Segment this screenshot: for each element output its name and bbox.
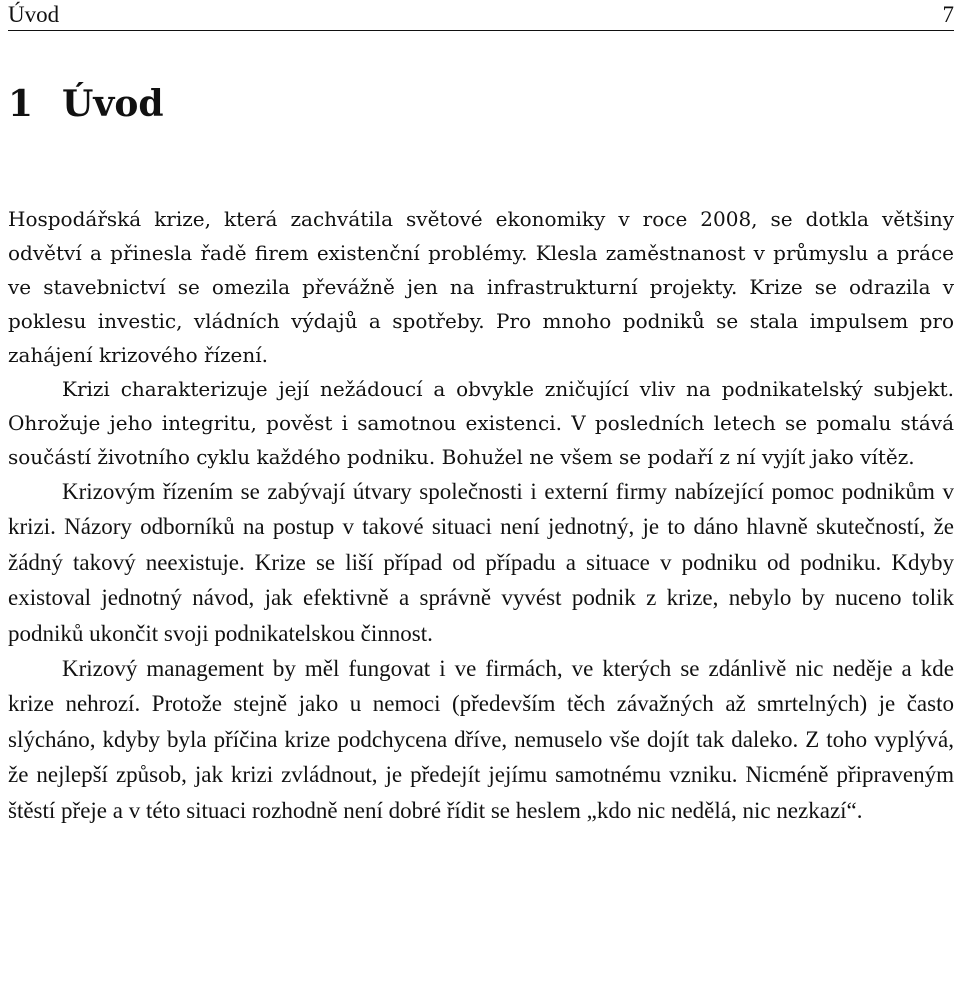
- chapter-number: 1: [8, 83, 34, 125]
- running-head-title: Úvod: [8, 2, 60, 27]
- body-text: [8, 202, 954, 828]
- paragraph-3: Krizovým řízením se zabývají útvary společnosti i externí firmy nabízející pomoc podnikům v krizi. Názory odborníků na postup v takové situaci není jednotný, je to dáno hlavně skutečností, že žádný takový neexistuje. Krize se liší případ od případu a situace v podniku od podniku. Kdyby existoval jednotný návod, jak efektivně a správně vyvést podnik z krize, nebylo by nuceno tolik podniků ukončit svoji podnikatelskou činnost.: [8, 479, 954, 646]
- paragraph-2: Krizi charakterizuje její nežádoucí a obvykle zničující vliv na podnikatelský subjekt. Ohrožuje jeho integritu, pověst i samotnou existenci. V posledních letech se pomalu stává součástí životního cyklu každého podniku. Bohužel ne všem se podaří z ní vyjít jako vítěz.: [8, 377, 954, 469]
- chapter-title: Úvod: [62, 83, 164, 125]
- paragraph-4: Krizový management by měl fungovat i ve firmách, ve kterých se zdánlivě nic neděje a kde krize nehrozí. Protože stejně jako u nemoci (především těch závažných až smrtelných) je často slýcháno, kdyby byla příčina krize podchycena dříve, nemuselo vše dojít tak daleko. Z toho vyplývá, že nejlepší způsob, jak krizi zvládnout, je předejít jejímu samotnému vzniku. Nicméně připraveným štěstí přeje a v této situaci rozhodně není dobré řídit se heslem „kdo nic nedělá, nic nezkazí“.: [8, 656, 954, 823]
- running-header: [8, 0, 954, 31]
- chapter-heading: [8, 80, 164, 128]
- document-page: [8, 0, 954, 994]
- page-number: 7: [942, 2, 954, 27]
- paragraph-1: Hospodářská krize, která zachvátila světové ekonomiky v roce 2008, se dotkla většiny odvětví a přinesla řadě firem existenční problémy. Klesla zaměstnanost v průmyslu a práce ve stavebnictví se omezila převážně jen na infrastrukturní projekty. Krize se odrazila v poklesu investic, vládních výdajů a spotřeby. Pro mnoho podniků se stala impulsem pro zahájení krizového řízení.: [8, 207, 954, 367]
